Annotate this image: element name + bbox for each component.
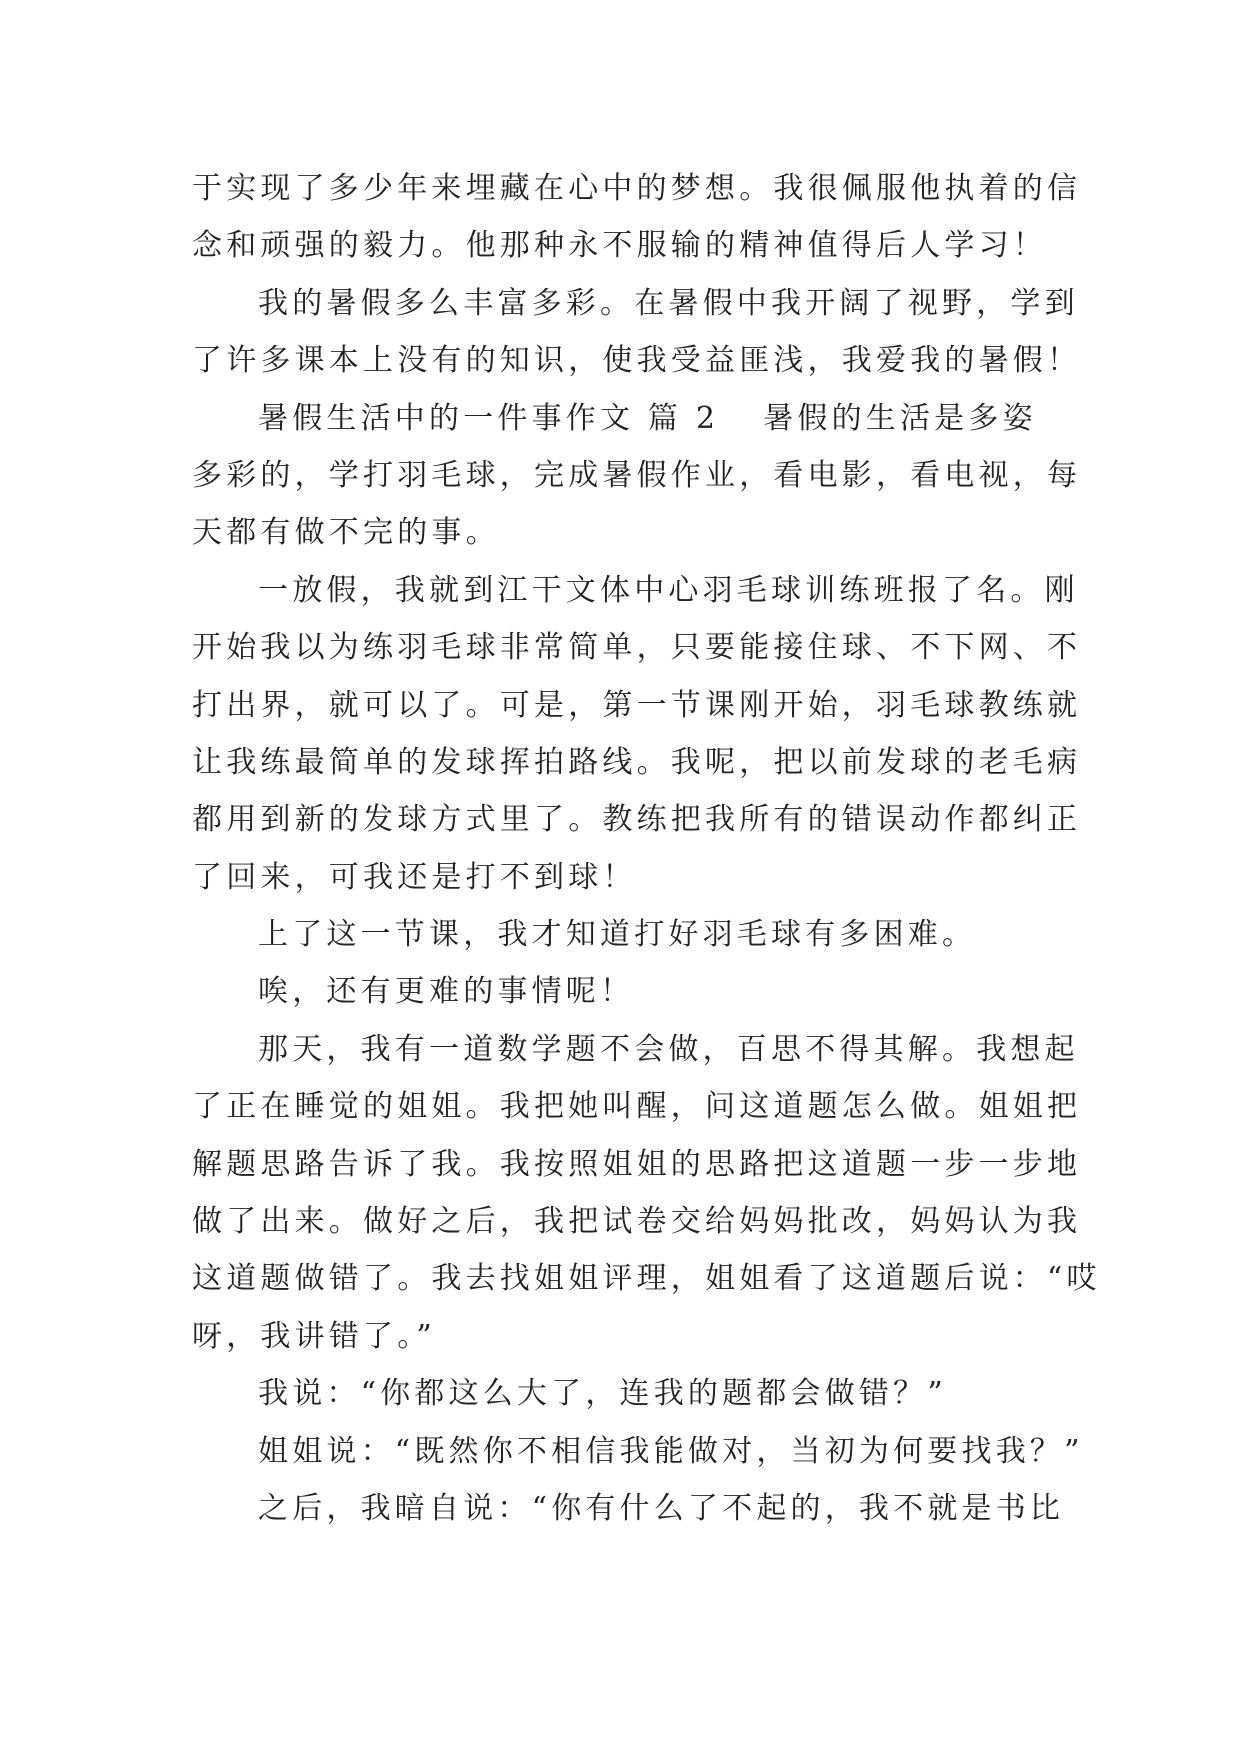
text-line: 了许多课本上没有的知识，使我受益匪浅，我爱我的暑假！ — [192, 343, 1082, 379]
section-heading: 暑假生活中的一件事作文 篇 2 — [258, 400, 720, 436]
text-line: 天都有做不完的事。 — [192, 515, 500, 551]
text-line: 开始我以为练羽毛球非常简单，只要能接住球、不下网、不 — [192, 630, 1082, 666]
paragraph-start: 暑假的生活是多姿 — [763, 400, 1037, 436]
text-line: 了回来，可我还是打不到球！ — [192, 859, 637, 895]
paragraph-start: 之后，我暗自说：“你有什么了不起的，我不就是书比 — [258, 1490, 1065, 1526]
text-line: 让我练最简单的发球挥拍路线。我呢，把以前发球的老毛病 — [192, 744, 1082, 780]
paragraph-start: 一放假，我就到江干文体中心羽毛球训练班报了名。刚 — [258, 572, 1079, 608]
text-line: 于实现了多少年来埋藏在心中的梦想。我很佩服他执着的信 — [192, 171, 1082, 206]
text-line: 呀，我讲错了。” — [192, 1318, 436, 1354]
essay-body — [192, 160, 1101, 1537]
text-line: 了正在睡觉的姐姐。我把她叫醒，问这道题怎么做。姐姐把 — [192, 1089, 1082, 1125]
text-line: 做了出来。做好之后，我把试卷交给妈妈批改，妈妈认为我 — [192, 1204, 1082, 1240]
paragraph-start: 我的暑假多么丰富多彩。在暑假中我开阔了视野，学到 — [258, 285, 1079, 321]
text-line: 这道题做错了。我去找姐姐评理，姐姐看了这道题后说：“哎 — [192, 1261, 1101, 1297]
text-line: 多彩的，学打羽毛球，完成暑假作业，看电影，看电视，每 — [192, 457, 1082, 493]
paragraph-start: 上了这一节课，我才知道打好羽毛球有多困难。 — [258, 917, 977, 953]
text-line: 解题思路告诉了我。我按照姐姐的思路把这道题一步一步地 — [192, 1146, 1082, 1182]
paragraph-start: 唉，还有更难的事情呢！ — [258, 974, 635, 1010]
section-heading-line — [192, 390, 1052, 447]
paragraph-start: 我说：“你都这么大了，连我的题都会做错？” — [258, 1376, 947, 1412]
paragraph-start: 那天，我有一道数学题不会做，百思不得其解。我想起 — [258, 1031, 1079, 1067]
text-line: 都用到新的发球方式里了。教练把我所有的错误动作都纠正 — [192, 802, 1082, 838]
text-line: 念和顽强的毅力。他那种永不服输的精神值得后人学习！ — [192, 228, 1047, 264]
paragraph-start: 姐姐说：“既然你不相信我能做对，当初为何要找我？” — [258, 1433, 1084, 1469]
text-line: 打出界，就可以了。可是，第一节课刚开始，羽毛球教练就 — [192, 687, 1082, 723]
